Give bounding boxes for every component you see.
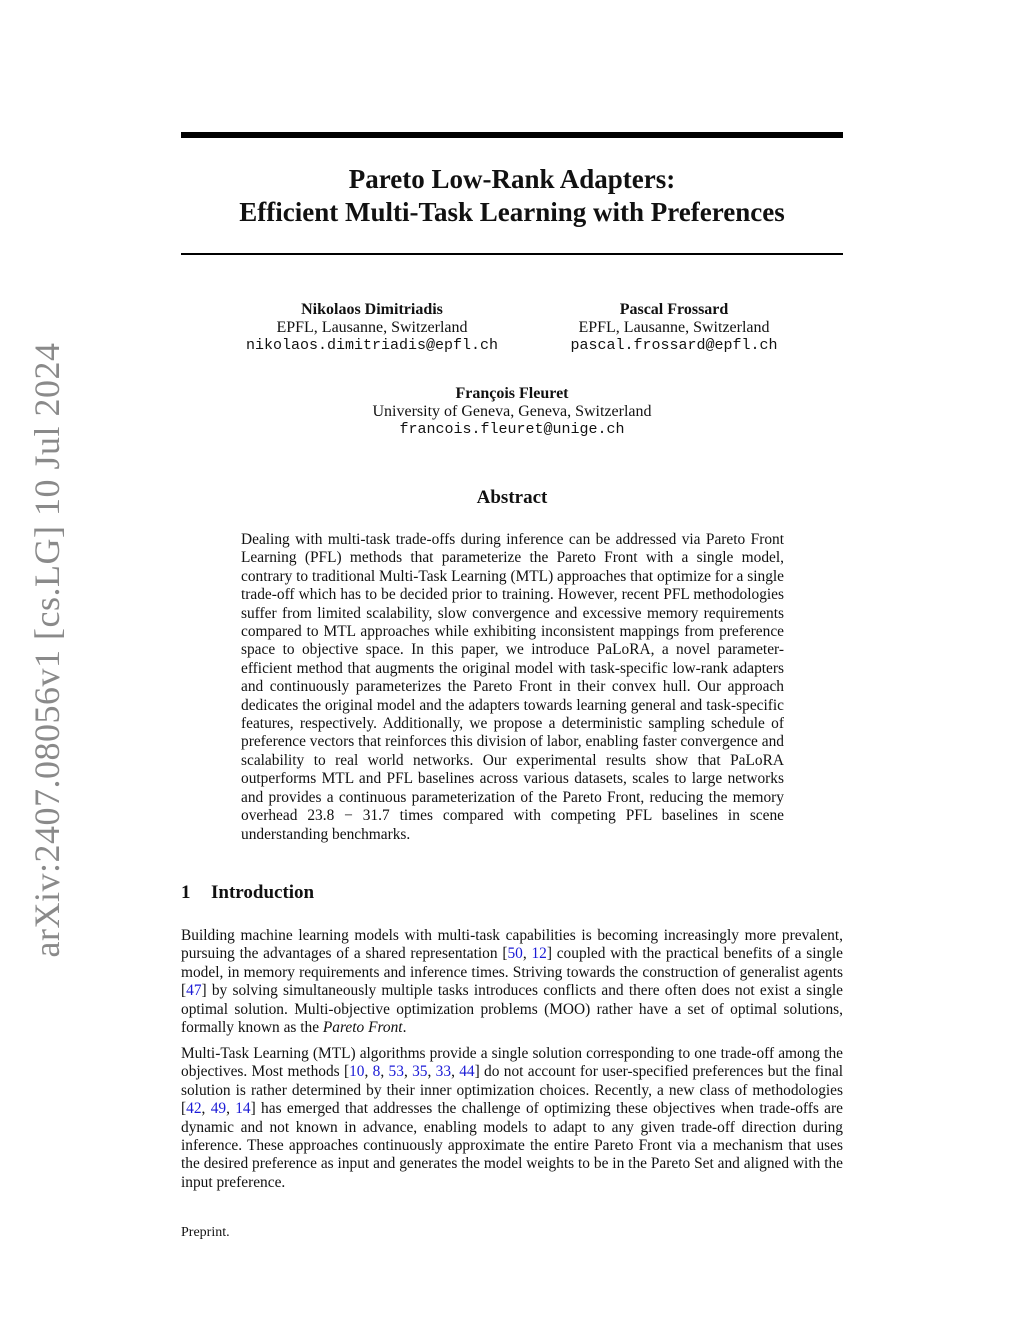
author-name: François Fleuret	[455, 385, 569, 402]
text-run: ,	[364, 1063, 373, 1081]
text-run: ,	[522, 945, 532, 963]
citation-link[interactable]: 12	[531, 945, 547, 963]
text-run: ,	[427, 1063, 436, 1081]
citation-link[interactable]: 10	[349, 1063, 365, 1081]
footer-note: Preprint.	[181, 1225, 230, 1240]
author-block-1	[222, 301, 522, 355]
author-name: Nikolaos Dimitriadis	[301, 301, 443, 318]
arxiv-identifier: arXiv:2407.08056v1 [cs.LG] 10 Jul 2024	[27, 342, 67, 958]
text-run: ,	[226, 1100, 236, 1118]
text-run: ,	[380, 1063, 389, 1081]
author-email[interactable]: nikolaos.dimitriadis@epfl.ch	[245, 337, 499, 354]
author-affiliation: EPFL, Lausanne, Switzerland	[578, 319, 770, 336]
intro-paragraph-1	[181, 927, 843, 1037]
citation-link[interactable]: 35	[412, 1063, 428, 1081]
author-block-2	[524, 301, 824, 355]
text-run: ,	[403, 1063, 413, 1081]
abstract-text: Dealing with multi-task trade-offs during inference can be addressed via Pareto Front Learning (PFL) methods that parameterize the Pareto Front with a single model, contrary to traditional Multi-Task Learning (MTL) approaches that optimize for a single trade-off which has to be decided prior to training. However, recent PFL methodologies suffer from limited scalability, slow convergence and excessive memory requirements compared to MTL approaches while exhibiting inconsistent mappings from preference space to objective space. In this paper, we introduce PaLoRA, a novel parameter-efficient method that augments the original model with task-specific low-rank adapters and continuously parameterizes the Pareto Front in their convex hull. Our approach dedicates the original model and the adapters towards learning general and task-specific features, respectively. Additionally, we propose a deterministic sampling schedule of preference vectors that reinforces this division of labor, enabling faster convergence and scalability to real world networks. Our experimental results show that PaLoRA outperforms MTL and PFL baselines across various datasets, scales to large networks and provides a continuous parameterization of the Pareto Front, reducing the memory overhead 23.8 − 31.7 times compared with competing PFL baselines in scene understanding benchmarks.	[241, 531, 784, 843]
text-run: ] do not account for user-specified preferences but the final solution is rather determined by their inner optimization choices. Recently, a new class of methodologies [	[181, 1063, 844, 1118]
author-block-3	[312, 385, 712, 439]
citation-link[interactable]: 44	[459, 1063, 475, 1081]
title-line-1: Pareto Low-Rank Adapters:	[348, 164, 676, 194]
section-heading	[181, 882, 314, 904]
author-affiliation: University of Geneva, Geneva, Switzerland	[372, 403, 652, 420]
text-run: ] has emerged that addresses the challenge of optimizing these objectives when trade-offs are dynamic and not known in advance, enabling models to adapt to any given trade-off direction during inference. These approaches continuously approximate the entire Pareto Front via a mechanism that uses the desired preference as input and generates the model weights to be in the Pareto Set and aligned with the input preference.	[181, 1100, 843, 1191]
title-rule-top	[181, 132, 843, 138]
text-run: ,	[451, 1063, 460, 1081]
citation-link[interactable]: 33	[435, 1063, 452, 1081]
citation-link[interactable]: 47	[186, 982, 202, 1000]
citation-link[interactable]: 50	[507, 945, 523, 963]
intro-paragraph-2	[181, 1045, 843, 1192]
author-email[interactable]: pascal.frossard@epfl.ch	[570, 337, 778, 354]
author-name: Pascal Frossard	[619, 301, 729, 318]
citation-link[interactable]: 14	[235, 1100, 251, 1118]
text-run: Building machine learning models with multi-task capabilities is becoming increasingly more prevalent, pursuing the advantages of a shared representation [	[181, 927, 843, 963]
emphasis-text: Pareto Front	[322, 1019, 403, 1037]
text-run: ,	[201, 1100, 211, 1118]
paper-title	[181, 163, 843, 229]
author-affiliation: EPFL, Lausanne, Switzerland	[276, 319, 468, 336]
abstract-heading: Abstract	[476, 487, 548, 508]
author-email[interactable]: francois.fleuret@unige.ch	[399, 421, 625, 438]
section-title: Introduction	[211, 882, 315, 903]
text-run: .	[402, 1019, 407, 1037]
title-line-2: Efficient Multi-Task Learning with Preferences	[239, 197, 785, 227]
text-run: ] by solving simultaneously multiple tasks introduces conflicts and there often does not exist a single optimal solution. Multi-objective optimization problems (MOO) rather have a set of optimal solutions, formally known as the	[181, 982, 843, 1037]
title-rule-bottom	[181, 253, 843, 255]
citation-link[interactable]: 49	[210, 1100, 227, 1118]
text-run: Multi-Task Learning (MTL) algorithms provide a single solution corresponding to one trade-off among the objectives. Most methods [	[181, 1045, 843, 1081]
citation-link[interactable]: 42	[186, 1100, 202, 1118]
section-number: 1	[181, 882, 191, 903]
citation-link[interactable]: 53	[388, 1063, 404, 1081]
text-run: ] coupled with the practical benefits of a single model, in memory requirements and inference times. Striving towards the construction of generalist agents [	[181, 945, 843, 1000]
citation-link[interactable]: 8	[372, 1063, 381, 1081]
